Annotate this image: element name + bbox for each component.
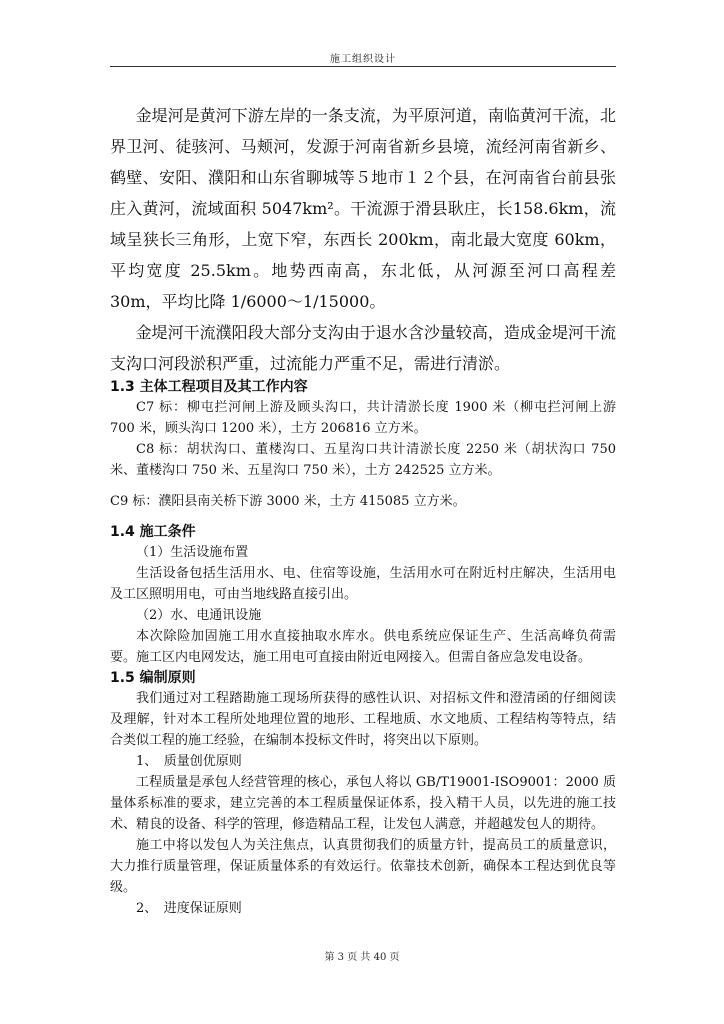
water-power-paragraph: 本次除险加固施工用水直接抽取水库水。供电系统应保证生产、生活高峰负荷需要。施工区内电网发达，施工用电可直接由附近电网接入。但需自备应急发电设备。 <box>110 629 616 665</box>
subheading-living-facilities: （1）生活设施布置 <box>136 545 249 560</box>
header-divider <box>110 66 616 67</box>
living-facilities-paragraph: 生活设备包括生活用水、电、住宿等设施，生活用水可在附近村庄解决，生活用电及工区照明用电，可由当地线路直接引出。 <box>110 566 616 602</box>
quality-paragraph-2: 施工中将以发包人为关注焦点，认真贯彻我们的质量方针，提高员工的质量意识，大力推行质量管理，保证质量体系的有效运行。依靠技术创新，确保本工程达到优良等级。 <box>110 838 616 895</box>
spacer <box>110 512 616 522</box>
c7-paragraph: C7 标：柳屯拦河闸上游及顾头沟口，共计清淤长度 1900 米（柳屯拦河闸上游 700 米，顾头沟口 1200 米），土方 206816 立方米。 <box>110 400 616 436</box>
intro-paragraph-2: 金堤河干流濮阳段大部分支沟由于退水含沙量较高，造成金堤河干流支沟口河段淤积严重，过流能力严重不足，需进行清淤。 <box>110 323 616 373</box>
page-footer: 第 3 页 共 40 页 <box>324 952 400 963</box>
main-content <box>110 377 616 919</box>
spacer <box>110 481 616 491</box>
schedule-principle-item: 2、 进度保证原则 <box>136 901 242 916</box>
subheading-water-power: （2）水、电通讯设施 <box>136 608 262 623</box>
quality-paragraph-1: 工程质量是承包人经营管理的核心，承包人将以 GB/T19001-ISO9001：2000 质量体系标准的要求，建立完善的本工程质量保证体系，投入精干人员，以先进的施工技术、精良的设备、科学的管理，修造精品工程，让发包人满意，并超越发包人的期待。 <box>110 775 616 832</box>
quality-principle-item: 1、 质量创优原则 <box>136 754 242 769</box>
page-header: 施工组织设计 <box>330 54 396 65</box>
intro-section <box>110 100 616 379</box>
principles-intro-paragraph: 我们通过对工程踏勘施工现场所获得的感性认识、对招标文件和澄清函的仔细阅读及理解，针对本工程所处地理位置的地形、工程地质、水文地质、工程结构等特点，结合类似工程的施工经验，在编制本投标文件时，将突出以下原则。 <box>110 691 616 748</box>
c9-paragraph: C9 标：濮阳县南关桥下游 3000 米，土方 415085 立方米。 <box>110 494 466 509</box>
c8-paragraph: C8 标：胡状沟口、董楼沟口、五星沟口共计清淤长度 2250 米（胡状沟口 750 米、董楼沟口 750 米、五星沟口 750 米），土方 242525 立方米。 <box>110 442 616 478</box>
section-heading-1-5: 1.5 编制原则 <box>110 670 196 686</box>
intro-paragraph-1: 金堤河是黄河下游左岸的一条支流，为平原河道，南临黄河干流，北界卫河、徒骇河、马颊河，发源于河南省新乡县境，流经河南省新乡、鹤壁、安阳、濮阳和山东省聊城等５地市１２个县，在河南省台前县张庄入黄河，流域面积 5047km²。干流源于滑县耿庄，长158.6km，流域呈狭长三角形，上宽下窄，东西长 200km，南北最大宽度 60km，平均宽度 25.5km。地势西南高，东北低，从河源至河口高程差 30m，平均比降 1/6000～1/15000。 <box>110 106 616 311</box>
section-heading-1-3: 1.3 主体工程项目及其工作内容 <box>110 379 308 395</box>
section-heading-1-4: 1.4 施工条件 <box>110 524 196 540</box>
